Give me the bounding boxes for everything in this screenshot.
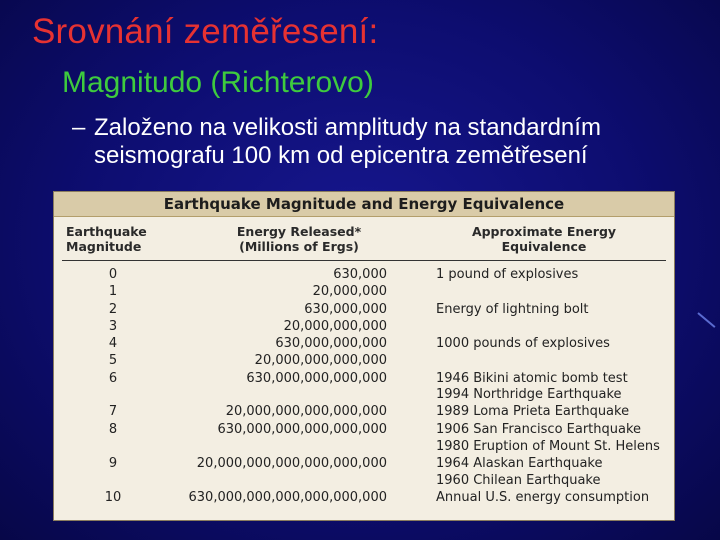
equivalence-cell: 1989 Loma Prieta Earthquake [436,404,630,419]
magnitude-cell: 7 [108,404,118,419]
equivalence-cell: 1980 Eruption of Mount St. Helens [436,439,660,454]
equivalence-cell: 1994 Northridge Earthquake [436,387,622,402]
magnitude-cell: 8 [108,422,118,437]
column-header-line: Equivalence [501,239,587,254]
column-header-line: (Millions of Ergs) [239,239,359,254]
table-title: Earthquake Magnitude and Energy Equivalence [163,195,565,213]
equivalence-cell: Energy of lightning bolt [436,302,589,317]
energy-cell: 630,000 [333,267,387,282]
slide-title: Srovnání zeměřesení: [32,12,379,51]
magnitude-cell: 0 [108,267,118,282]
column-header-magnitude [66,224,176,254]
equivalence-cell: 1 pound of explosives [436,267,579,282]
bullet-text: Založeno na velikosti amplitudy na standardním seismografu 100 km od epicentra zemětřesení [94,114,601,169]
magnitude-cell: 2 [108,302,118,317]
magnitude-cell: 1 [108,284,118,299]
magnitude-cell: 9 [108,456,118,471]
bullet-dash: – [72,114,86,141]
energy-cell: 630,000,000,000,000,000,000 [188,490,387,505]
magnitude-cell: 10 [104,490,122,505]
column-header-line: Approximate Energy [471,224,617,239]
equivalence-cell: 1960 Chilean Earthquake [436,473,601,488]
column-header-energy [204,224,394,254]
magnitude-cell: 3 [108,319,118,334]
equivalence-cell: 1000 pounds of explosives [436,336,610,351]
column-header-line: Magnitude [66,239,142,254]
energy-cell: 630,000,000,000,000,000 [217,422,387,437]
equivalence-cell: 1946 Bikini atomic bomb test [436,371,628,386]
header-divider [62,260,666,261]
equivalence-cell: 1906 San Francisco Earthquake [436,422,642,437]
equivalence-cell: 1964 Alaskan Earthquake [436,456,603,471]
decorative-line [697,312,715,328]
energy-cell: 20,000,000,000,000,000 [225,404,387,419]
magnitude-energy-table [53,191,675,521]
column-header-equivalence [444,224,644,254]
column-header-line: Energy Released* [236,224,362,239]
energy-cell: 630,000,000 [304,302,387,317]
energy-cell: 630,000,000,000 [275,336,387,351]
column-header-line: Earthquake [66,224,147,239]
slide-subtitle: Magnitudo (Richterovo) [62,66,374,99]
energy-cell: 20,000,000,000,000 [254,353,387,368]
energy-cell: 630,000,000,000,000 [246,371,387,386]
magnitude-cell: 4 [108,336,118,351]
energy-cell: 20,000,000,000 [283,319,387,334]
magnitude-cell: 5 [108,353,118,368]
energy-cell: 20,000,000,000,000,000,000 [196,456,387,471]
bullet-point [72,114,702,170]
magnitude-cell: 6 [108,371,118,386]
equivalence-cell: Annual U.S. energy consumption [436,490,650,505]
energy-cell: 20,000,000 [312,284,387,299]
